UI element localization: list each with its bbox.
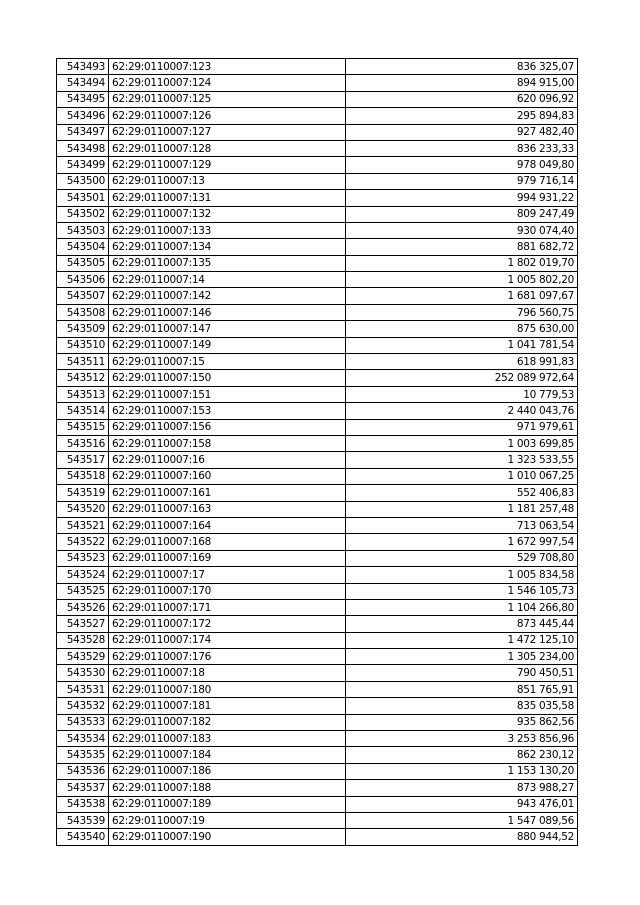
cadastral-value-cell: 790 450,51: [346, 665, 578, 681]
cadastral-number-cell: 62:29:0110007:149: [109, 337, 346, 353]
cadastral-value-cell: 2 440 043,76: [346, 403, 578, 419]
table-row: [57, 468, 578, 484]
cadastral-number-cell: 62:29:0110007:131: [109, 190, 346, 206]
table-row: [57, 403, 578, 419]
cadastral-number-cell: 62:29:0110007:147: [109, 321, 346, 337]
cadastral-value-cell: 935 862,56: [346, 714, 578, 730]
table-row: [57, 517, 578, 533]
table-row: [57, 616, 578, 632]
cadastral-number-cell: 62:29:0110007:125: [109, 91, 346, 107]
cadastral-value-cell: 1 547 089,56: [346, 812, 578, 828]
row-id-cell: 543496: [57, 108, 109, 124]
table-row: [57, 354, 578, 370]
row-id-cell: 543539: [57, 812, 109, 828]
cadastral-value-cell: 295 894,83: [346, 108, 578, 124]
cadastral-value-cell: 1 041 781,54: [346, 337, 578, 353]
cadastral-number-cell: 62:29:0110007:13: [109, 173, 346, 189]
table-row: [57, 780, 578, 796]
table-row: [57, 255, 578, 271]
cadastral-value-cell: 880 944,52: [346, 829, 578, 845]
table-row: [57, 206, 578, 222]
cadastral-value-cell: 3 253 856,96: [346, 731, 578, 747]
cadastral-value-cell: 1 802 019,70: [346, 255, 578, 271]
cadastral-number-cell: 62:29:0110007:183: [109, 731, 346, 747]
table-body: [57, 59, 578, 846]
table-row: [57, 665, 578, 681]
row-id-cell: 543532: [57, 698, 109, 714]
row-id-cell: 543506: [57, 272, 109, 288]
row-id-cell: 543504: [57, 239, 109, 255]
cadastral-number-cell: 62:29:0110007:163: [109, 501, 346, 517]
row-id-cell: 543513: [57, 386, 109, 402]
row-id-cell: 543500: [57, 173, 109, 189]
table-row: [57, 747, 578, 763]
cadastral-number-cell: 62:29:0110007:161: [109, 485, 346, 501]
table-row: [57, 288, 578, 304]
cadastral-value-cell: 1 546 105,73: [346, 583, 578, 599]
row-id-cell: 543510: [57, 337, 109, 353]
cadastral-value-cell: 713 063,54: [346, 517, 578, 533]
cadastral-number-cell: 62:29:0110007:186: [109, 763, 346, 779]
cadastral-number-cell: 62:29:0110007:19: [109, 812, 346, 828]
row-id-cell: 543511: [57, 354, 109, 370]
table-row: [57, 829, 578, 845]
table-row: [57, 370, 578, 386]
cadastral-value-cell: 10 779,53: [346, 386, 578, 402]
table-row: [57, 452, 578, 468]
row-id-cell: 543505: [57, 255, 109, 271]
table-row: [57, 124, 578, 140]
table-row: [57, 632, 578, 648]
row-id-cell: 543524: [57, 567, 109, 583]
table-row: [57, 501, 578, 517]
row-id-cell: 543523: [57, 550, 109, 566]
row-id-cell: 543515: [57, 419, 109, 435]
cadastral-number-cell: 62:29:0110007:123: [109, 59, 346, 75]
row-id-cell: 543498: [57, 140, 109, 156]
row-id-cell: 543536: [57, 763, 109, 779]
row-id-cell: 543525: [57, 583, 109, 599]
cadastral-number-cell: 62:29:0110007:169: [109, 550, 346, 566]
row-id-cell: 543535: [57, 747, 109, 763]
row-id-cell: 543519: [57, 485, 109, 501]
cadastral-value-cell: 862 230,12: [346, 747, 578, 763]
cadastral-value-cell: 978 049,80: [346, 157, 578, 173]
cadastral-number-cell: 62:29:0110007:129: [109, 157, 346, 173]
row-id-cell: 543499: [57, 157, 109, 173]
cadastral-number-cell: 62:29:0110007:182: [109, 714, 346, 730]
cadastral-value-cell: 1 472 125,10: [346, 632, 578, 648]
row-id-cell: 543508: [57, 304, 109, 320]
cadastral-number-cell: 62:29:0110007:133: [109, 222, 346, 238]
row-id-cell: 543520: [57, 501, 109, 517]
table-row: [57, 681, 578, 697]
cadastral-value-cell: 1 323 533,55: [346, 452, 578, 468]
cadastral-value-cell: 1 153 130,20: [346, 763, 578, 779]
cadastral-number-cell: 62:29:0110007:172: [109, 616, 346, 632]
row-id-cell: 543514: [57, 403, 109, 419]
cadastral-number-cell: 62:29:0110007:184: [109, 747, 346, 763]
cadastral-value-cell: 881 682,72: [346, 239, 578, 255]
cadastral-value-cell: 1 672 997,54: [346, 534, 578, 550]
row-id-cell: 543522: [57, 534, 109, 550]
table-row: [57, 649, 578, 665]
row-id-cell: 543517: [57, 452, 109, 468]
cadastral-value-cell: 994 931,22: [346, 190, 578, 206]
row-id-cell: 543537: [57, 780, 109, 796]
cadastral-number-cell: 62:29:0110007:126: [109, 108, 346, 124]
cadastral-value-cell: 930 074,40: [346, 222, 578, 238]
row-id-cell: 543495: [57, 91, 109, 107]
cadastral-number-cell: 62:29:0110007:128: [109, 140, 346, 156]
cadastral-value-cell: 809 247,49: [346, 206, 578, 222]
cadastral-number-cell: 62:29:0110007:156: [109, 419, 346, 435]
cadastral-value-cell: 552 406,83: [346, 485, 578, 501]
row-id-cell: 543509: [57, 321, 109, 337]
row-id-cell: 543527: [57, 616, 109, 632]
row-id-cell: 543493: [57, 59, 109, 75]
cadastral-number-cell: 62:29:0110007:189: [109, 796, 346, 812]
row-id-cell: 543512: [57, 370, 109, 386]
table-row: [57, 239, 578, 255]
row-id-cell: 543530: [57, 665, 109, 681]
cadastral-number-cell: 62:29:0110007:158: [109, 435, 346, 451]
cadastral-value-cell: 971 979,61: [346, 419, 578, 435]
cadastral-number-cell: 62:29:0110007:124: [109, 75, 346, 91]
table-row: [57, 812, 578, 828]
table-row: [57, 91, 578, 107]
row-id-cell: 543503: [57, 222, 109, 238]
cadastral-value-cell: 836 325,07: [346, 59, 578, 75]
cadastral-value-cell: 873 445,44: [346, 616, 578, 632]
cadastral-value-cell: 529 708,80: [346, 550, 578, 566]
cadastral-number-cell: 62:29:0110007:146: [109, 304, 346, 320]
cadastral-value-cell: 835 035,58: [346, 698, 578, 714]
row-id-cell: 543528: [57, 632, 109, 648]
cadastral-number-cell: 62:29:0110007:142: [109, 288, 346, 304]
table-row: [57, 731, 578, 747]
table-row: [57, 337, 578, 353]
table-row: [57, 419, 578, 435]
cadastral-number-cell: 62:29:0110007:188: [109, 780, 346, 796]
row-id-cell: 543531: [57, 681, 109, 697]
cadastral-number-cell: 62:29:0110007:151: [109, 386, 346, 402]
cadastral-number-cell: 62:29:0110007:181: [109, 698, 346, 714]
table-row: [57, 75, 578, 91]
table-row: [57, 599, 578, 615]
cadastral-value-cell: 1 681 097,67: [346, 288, 578, 304]
cadastral-value-cell: 620 096,92: [346, 91, 578, 107]
cadastral-value-cell: 1 005 802,20: [346, 272, 578, 288]
table-row: [57, 796, 578, 812]
row-id-cell: 543518: [57, 468, 109, 484]
cadastral-number-cell: 62:29:0110007:150: [109, 370, 346, 386]
cadastral-value-cell: 252 089 972,64: [346, 370, 578, 386]
cadastral-number-cell: 62:29:0110007:132: [109, 206, 346, 222]
table-row: [57, 173, 578, 189]
row-id-cell: 543521: [57, 517, 109, 533]
cadastral-number-cell: 62:29:0110007:153: [109, 403, 346, 419]
cadastral-number-cell: 62:29:0110007:170: [109, 583, 346, 599]
cadastral-value-cell: 1 104 266,80: [346, 599, 578, 615]
cadastral-value-cell: 875 630,00: [346, 321, 578, 337]
row-id-cell: 543494: [57, 75, 109, 91]
table-row: [57, 567, 578, 583]
table-row: [57, 763, 578, 779]
cadastral-number-cell: 62:29:0110007:135: [109, 255, 346, 271]
cadastral-number-cell: 62:29:0110007:18: [109, 665, 346, 681]
cadastral-value-cell: 1 010 067,25: [346, 468, 578, 484]
cadastral-number-cell: 62:29:0110007:176: [109, 649, 346, 665]
row-id-cell: 543538: [57, 796, 109, 812]
table-row: [57, 222, 578, 238]
cadastral-value-cell: 1 005 834,58: [346, 567, 578, 583]
row-id-cell: 543533: [57, 714, 109, 730]
cadastral-number-cell: 62:29:0110007:134: [109, 239, 346, 255]
cadastral-value-cell: 618 991,83: [346, 354, 578, 370]
table-row: [57, 190, 578, 206]
cadastral-value-cell: 836 233,33: [346, 140, 578, 156]
cadastral-number-cell: 62:29:0110007:127: [109, 124, 346, 140]
cadastral-number-cell: 62:29:0110007:160: [109, 468, 346, 484]
cadastral-value-cell: 1 181 257,48: [346, 501, 578, 517]
cadastral-value-cell: 943 476,01: [346, 796, 578, 812]
row-id-cell: 543526: [57, 599, 109, 615]
table-row: [57, 534, 578, 550]
cadastral-number-cell: 62:29:0110007:168: [109, 534, 346, 550]
table-row: [57, 698, 578, 714]
row-id-cell: 543497: [57, 124, 109, 140]
cadastral-number-cell: 62:29:0110007:174: [109, 632, 346, 648]
cadastral-value-cell: 979 716,14: [346, 173, 578, 189]
cadastral-number-cell: 62:29:0110007:164: [109, 517, 346, 533]
table-row: [57, 59, 578, 75]
cadastral-value-cell: 1 305 234,00: [346, 649, 578, 665]
table-row: [57, 321, 578, 337]
row-id-cell: 543529: [57, 649, 109, 665]
cadastral-value-cell: 873 988,27: [346, 780, 578, 796]
table-row: [57, 108, 578, 124]
table-row: [57, 485, 578, 501]
table-row: [57, 386, 578, 402]
table-row: [57, 550, 578, 566]
cadastral-number-cell: 62:29:0110007:171: [109, 599, 346, 615]
cadastral-number-cell: 62:29:0110007:16: [109, 452, 346, 468]
cadastral-number-cell: 62:29:0110007:190: [109, 829, 346, 845]
row-id-cell: 543502: [57, 206, 109, 222]
cadastral-number-cell: 62:29:0110007:14: [109, 272, 346, 288]
row-id-cell: 543534: [57, 731, 109, 747]
table-row: [57, 304, 578, 320]
cadastral-value-cell: 1 003 699,85: [346, 435, 578, 451]
cadastral-value-cell: 851 765,91: [346, 681, 578, 697]
cadastral-number-cell: 62:29:0110007:15: [109, 354, 346, 370]
cadastral-value-cell: 894 915,00: [346, 75, 578, 91]
row-id-cell: 543501: [57, 190, 109, 206]
table-row: [57, 714, 578, 730]
cadastral-value-table: [56, 58, 578, 846]
row-id-cell: 543540: [57, 829, 109, 845]
cadastral-value-cell: 927 482,40: [346, 124, 578, 140]
cadastral-value-cell: 796 560,75: [346, 304, 578, 320]
cadastral-number-cell: 62:29:0110007:17: [109, 567, 346, 583]
table-row: [57, 157, 578, 173]
table-row: [57, 272, 578, 288]
table-row: [57, 583, 578, 599]
table-row: [57, 140, 578, 156]
row-id-cell: 543516: [57, 435, 109, 451]
table-row: [57, 435, 578, 451]
cadastral-number-cell: 62:29:0110007:180: [109, 681, 346, 697]
row-id-cell: 543507: [57, 288, 109, 304]
